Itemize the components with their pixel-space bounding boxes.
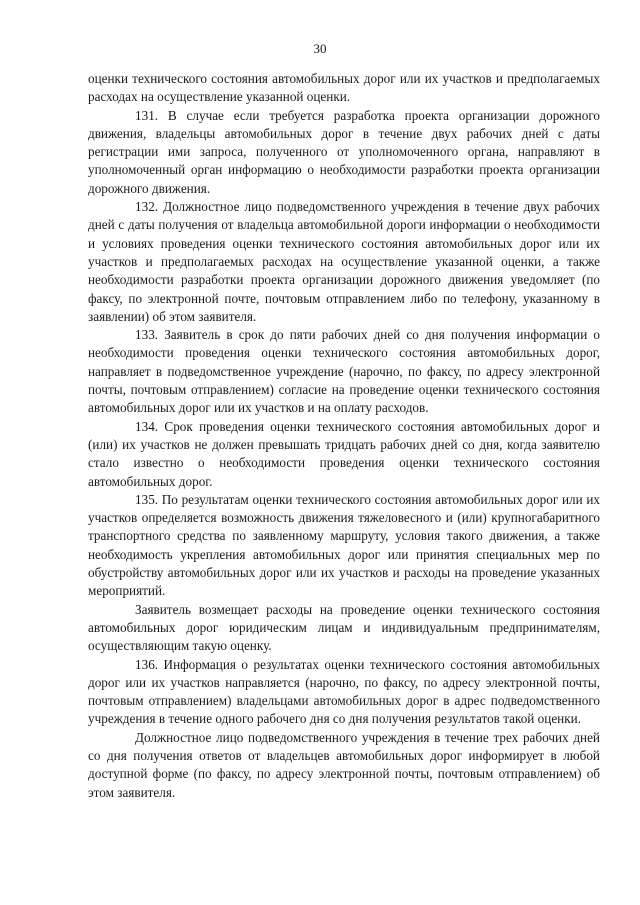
paragraph-136: 136. Информация о результатах оценки технического состояния автомобильных дорог или их участков направляется (нарочно, по факсу, по адресу электронной почты, почтовым отправлением) владельцами автомобильных дорог в адрес подведомственного учреждения в течение одного рабочего дня со дня получения результатов такой оценки. <box>88 656 600 727</box>
paragraph-136-notification: Должностное лицо подведомственного учреждения в течение трех рабочих дней со дня получения ответов от владельцев автомобильных дорог информирует в любой доступной форме (по факсу, по адресу электронной почты, почтовым отправлением) об этом заявителя. <box>88 729 600 800</box>
paragraph-134: 134. Срок проведения оценки технического состояния автомобильных дорог и (или) их участков не должен превышать тридцать рабочих дней со дня, когда заявителю стало известно о необходимости проведения оценки технического состояния автомобильных дорог. <box>88 418 600 489</box>
paragraph-continuation: оценки технического состояния автомобильных дорог или их участков и предполагаемых расходах на осуществление указанной оценки. <box>88 71 600 105</box>
page-number: 30 <box>313 41 327 56</box>
paragraph-135: 135. По результатам оценки технического состояния автомобильных дорог или их участков определяется возможность движения тяжеловесного и (или) крупногабаритного транспортного средства по заявленному маршруту, условия такого движения, а также необходимость укрепления автомобильных дорог или принятия специальных мер по обустройству автомобильных дорог или их участков и расходы на проведение указанных мероприятий. <box>88 491 600 599</box>
document-body <box>88 70 600 802</box>
paragraph-131: 131. В случае если требуется разработка проекта организации дорожного движения, владельцы автомобильных дорог в течение двух рабочих дней с даты регистрации ими запроса, полученного от уполномоченного органа, направляют в уполномоченный орган информацию о необходимости разработки проекта организации дорожного движения. <box>88 107 600 196</box>
paragraph-135-expenses: Заявитель возмещает расходы на проведение оценки технического состояния автомобильных дорог юридическим лицам и индивидуальным предпринимателям, осуществляющим такую оценку. <box>88 601 600 654</box>
paragraph-132: 132. Должностное лицо подведомственного учреждения в течение двух рабочих дней с даты получения от владельца автомобильной дороги информации о необходимости и условиях проведения оценки технического состояния автомобильных дорог или их участков и предполагаемых расходах на осуществление указанной оценки, а также необходимости разработки проекта организации дорожного движения уведомляет (по факсу, по электронной почте, почтовым отправлением либо по телефону, указанному в заявлении) об этом заявителя. <box>88 199 600 324</box>
paragraph-133: 133. Заявитель в срок до пяти рабочих дней со дня получения информации о необходимости проведения оценки технического состояния автомобильных дорог, направляет в подведомственное учреждение (нарочно, по факсу, по адресу электронной почты, почтовым отправлением) согласие на проведение оценки технического состояния автомобильных дорог или их участков и на оплату расходов. <box>88 327 600 416</box>
